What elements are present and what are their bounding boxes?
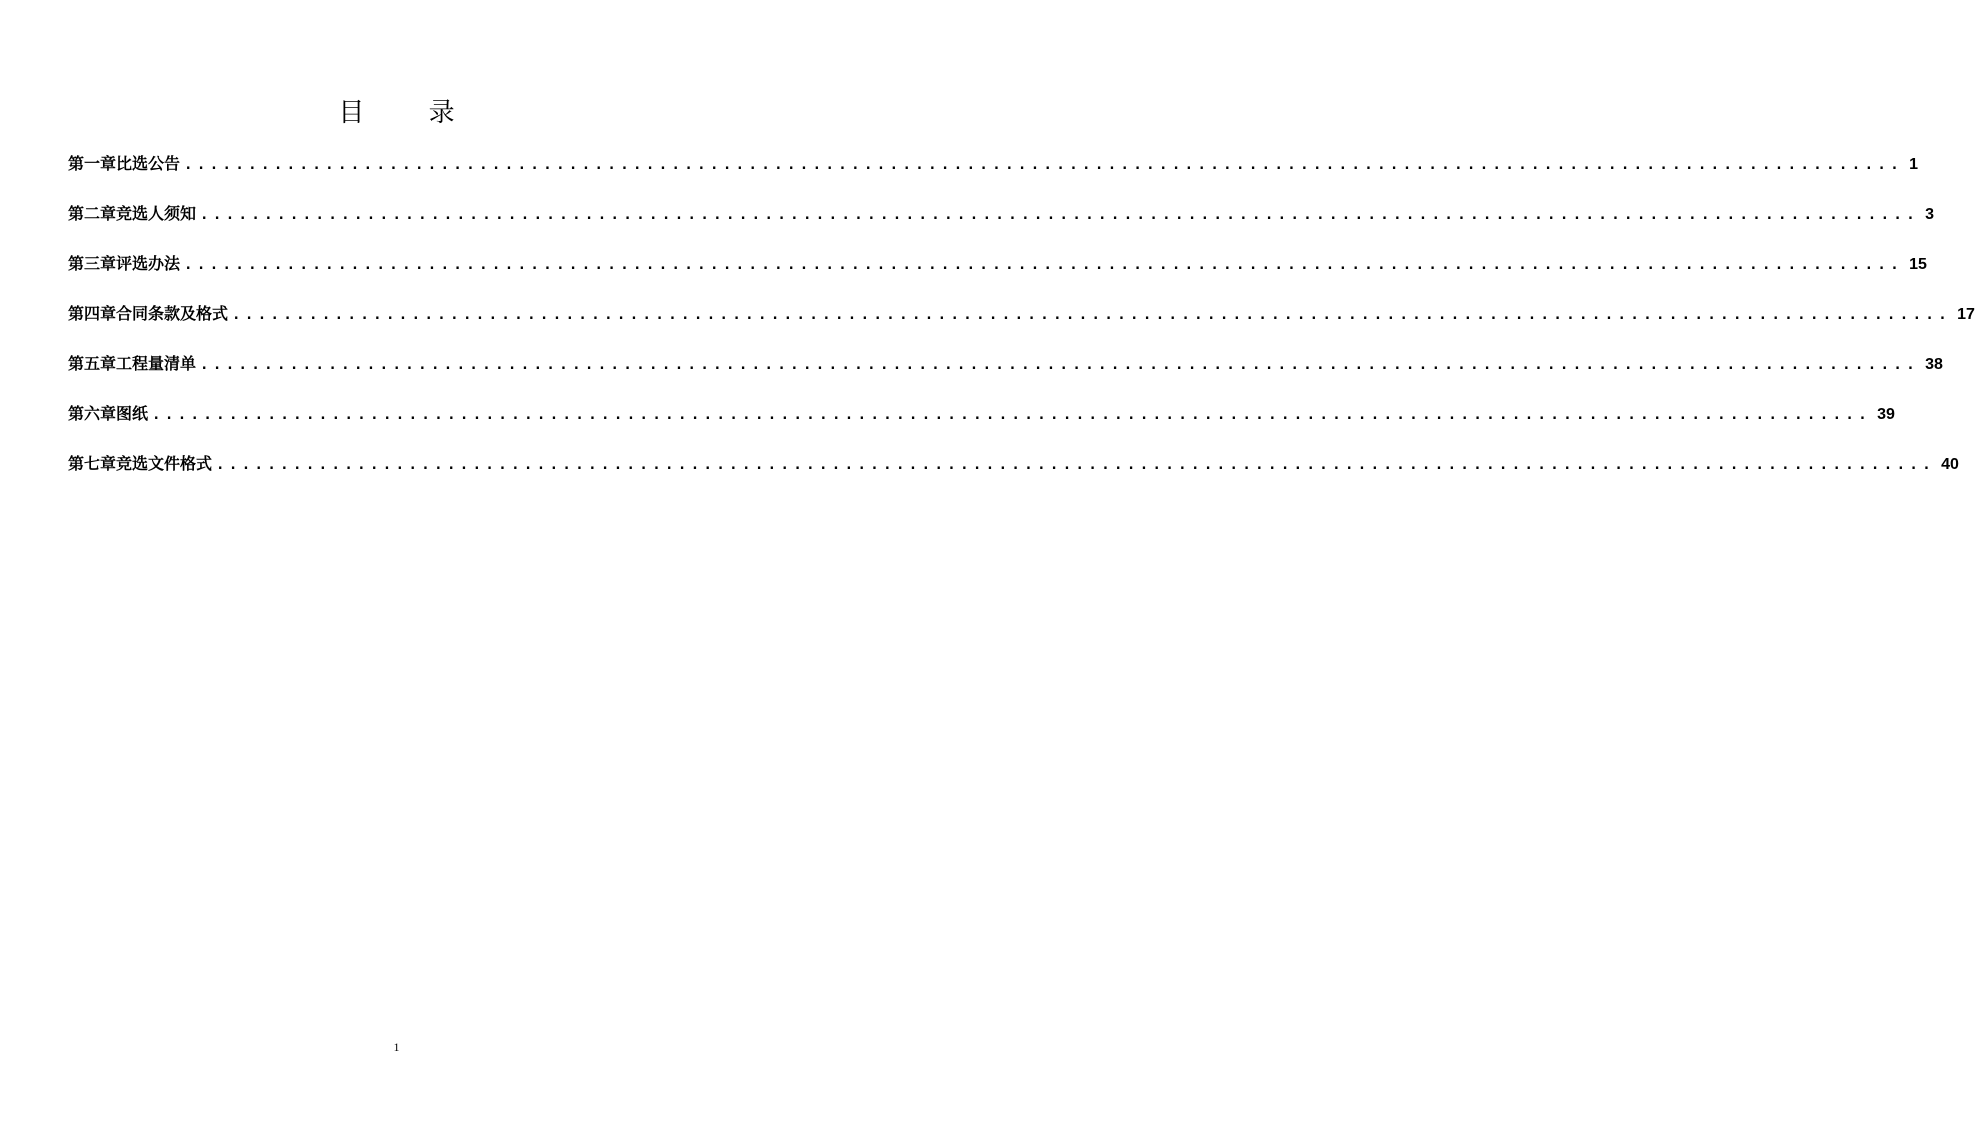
toc-entry[interactable] <box>68 200 1934 250</box>
toc-chapter-name: 合同条款及格式 <box>116 304 229 323</box>
toc-page-number: 17 <box>1957 306 1975 323</box>
toc-dot-leader: ...................................................................................................................................... <box>184 257 1904 273</box>
toc-entry[interactable] <box>68 400 1895 450</box>
toc-chapter-name: 比选公告 <box>116 154 181 173</box>
toc-chapter-label: 第七章 <box>68 454 117 473</box>
toc-dot-leader: ...................................................................................................................................... <box>152 407 1872 423</box>
toc-page-number: 40 <box>1941 456 1959 473</box>
toc-title: 目 录 <box>338 98 483 128</box>
toc-page-number: 1 <box>1909 156 1918 173</box>
toc-page-number: 39 <box>1877 406 1895 423</box>
toc-chapter-label: 第五章 <box>68 354 117 373</box>
toc-entry[interactable] <box>68 450 1959 500</box>
toc-chapter-name: 竞选文件格式 <box>116 454 213 473</box>
toc-list <box>68 150 1975 500</box>
toc-chapter-name: 竞选人须知 <box>116 204 197 223</box>
toc-chapter-label: 第二章 <box>68 204 117 223</box>
toc-page-number: 3 <box>1925 206 1934 223</box>
toc-chapter-name: 工程量清单 <box>116 354 197 373</box>
toc-chapter-label: 第六章 <box>68 404 117 423</box>
toc-dot-leader: ...................................................................................................................................... <box>200 207 1920 223</box>
toc-chapter-label: 第三章 <box>68 254 117 273</box>
toc-page-number: 38 <box>1925 356 1943 373</box>
toc-page-number: 15 <box>1909 256 1927 273</box>
toc-entry[interactable] <box>68 300 1975 350</box>
toc-chapter-name: 评选办法 <box>116 254 181 273</box>
toc-dot-leader: ...................................................................................................................................... <box>200 357 1920 373</box>
toc-dot-leader: ...................................................................................................................................... <box>184 157 1904 173</box>
toc-dot-leader: ...................................................................................................................................... <box>216 457 1936 473</box>
toc-chapter-label: 第一章 <box>68 154 117 173</box>
toc-dot-leader: ...................................................................................................................................... <box>232 307 1952 323</box>
toc-entry[interactable] <box>68 150 1918 200</box>
toc-chapter-label: 第四章 <box>68 304 117 323</box>
toc-chapter-name: 图纸 <box>116 404 149 423</box>
footer-page-number: 1 <box>393 1040 400 1054</box>
toc-entry[interactable] <box>68 350 1943 400</box>
toc-entry[interactable] <box>68 250 1927 300</box>
